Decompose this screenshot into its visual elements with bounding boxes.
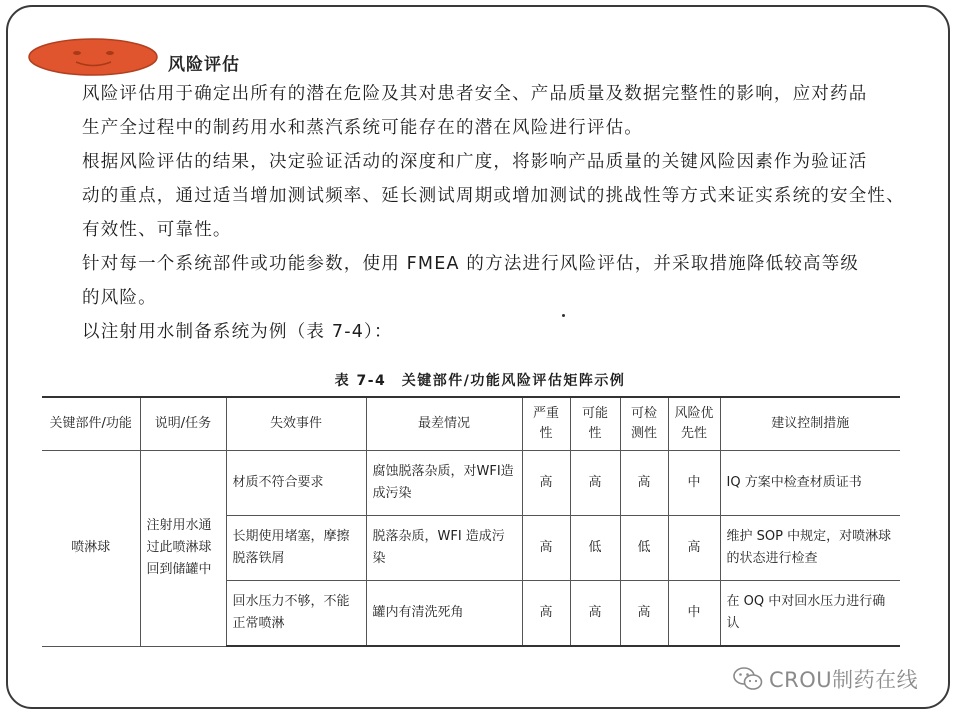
paragraph-risk-assessment-purpose (82, 77, 907, 145)
header-priority: 风险优先性 (668, 397, 720, 451)
table-header-row (42, 397, 900, 451)
cell-component: 喷淋球 (42, 451, 140, 647)
cell-priority: 中 (668, 451, 720, 516)
cell-failure-event: 材质不符合要求 (226, 451, 366, 516)
smiley-badge-icon (28, 38, 158, 76)
cell-control-measure: IQ 方案中检查材质证书 (720, 451, 900, 516)
watermark-text: CROU制药在线 (769, 668, 919, 692)
paragraph-line: 以注射用水制备系统为例（表 7-4）： (82, 322, 393, 342)
table-caption: 表 7-4 关键部件/功能风险评估矩阵示例 (334, 373, 626, 389)
cell-description: 注射用水通过此喷淋球回到储罐中 (140, 451, 226, 647)
paragraph-line: 生产全过程中的制药用水和蒸汽系统可能存在的潜在风险进行评估。 (82, 118, 643, 138)
header-probability: 可能性 (570, 397, 620, 451)
cell-failure-event: 长期使用堵塞，摩擦脱落铁屑 (226, 516, 366, 581)
cell-severity: 高 (522, 581, 570, 647)
risk-matrix-table (42, 396, 900, 647)
cell-detectability: 高 (620, 581, 668, 647)
paragraph-validation-focus (82, 145, 907, 247)
wechat-icon (733, 666, 763, 692)
cell-worst-case: 腐蚀脱落杂质，对WFI造成污染 (366, 451, 522, 516)
paragraph-line: 风险评估用于确定出所有的潜在危险及其对患者安全、产品质量及数据完整性的影响，应对药品 (82, 84, 868, 104)
cell-probability: 低 (570, 516, 620, 581)
header-component: 关键部件/功能 (42, 397, 140, 451)
paragraph-line: 的风险。 (82, 288, 157, 308)
paragraph-fmea (82, 247, 907, 315)
cell-severity: 高 (522, 516, 570, 581)
cell-priority: 高 (668, 516, 720, 581)
cell-detectability: 低 (620, 516, 668, 581)
section-title: 风险评估 (168, 55, 240, 75)
cell-priority: 中 (668, 581, 720, 647)
watermark (733, 664, 918, 694)
paragraph-line: 动的重点，通过适当增加测试频率、延长测试周期或增加测试的挑战性等方式来证实系统的安全性、 (82, 186, 905, 206)
cell-worst-case: 脱落杂质，WFI 造成污染 (366, 516, 522, 581)
cell-severity: 高 (522, 451, 570, 516)
header-detectability: 可检测性 (620, 397, 668, 451)
cell-detectability: 高 (620, 451, 668, 516)
cell-probability: 高 (570, 451, 620, 516)
cell-worst-case: 罐内有清洗死角 (366, 581, 522, 647)
cell-control-measure: 在 OQ 中对回水压力进行确认 (720, 581, 900, 647)
paragraph-line: 根据风险评估的结果，决定验证活动的深度和广度，将影响产品质量的关键风险因素作为验证活 (82, 152, 868, 172)
header-worst-case: 最差情况 (366, 397, 522, 451)
cell-failure-event: 回水压力不够，不能正常喷淋 (226, 581, 366, 647)
stray-dot (562, 314, 565, 317)
header-control-measure: 建议控制措施 (720, 397, 900, 451)
paragraph-line: 针对每一个系统部件或功能参数，使用 FMEA 的方法进行风险评估，并采取措施降低较高等级 (82, 254, 860, 274)
cell-control-measure: 维护 SOP 中规定，对喷淋球的状态进行检查 (720, 516, 900, 581)
header-severity: 严重性 (522, 397, 570, 451)
cell-probability: 高 (570, 581, 620, 647)
paragraph-line: 有效性、可靠性。 (82, 220, 232, 240)
table-row (42, 451, 900, 516)
paragraph-example-intro (82, 315, 907, 349)
header-failure-event: 失效事件 (226, 397, 366, 451)
header-description: 说明/任务 (140, 397, 226, 451)
